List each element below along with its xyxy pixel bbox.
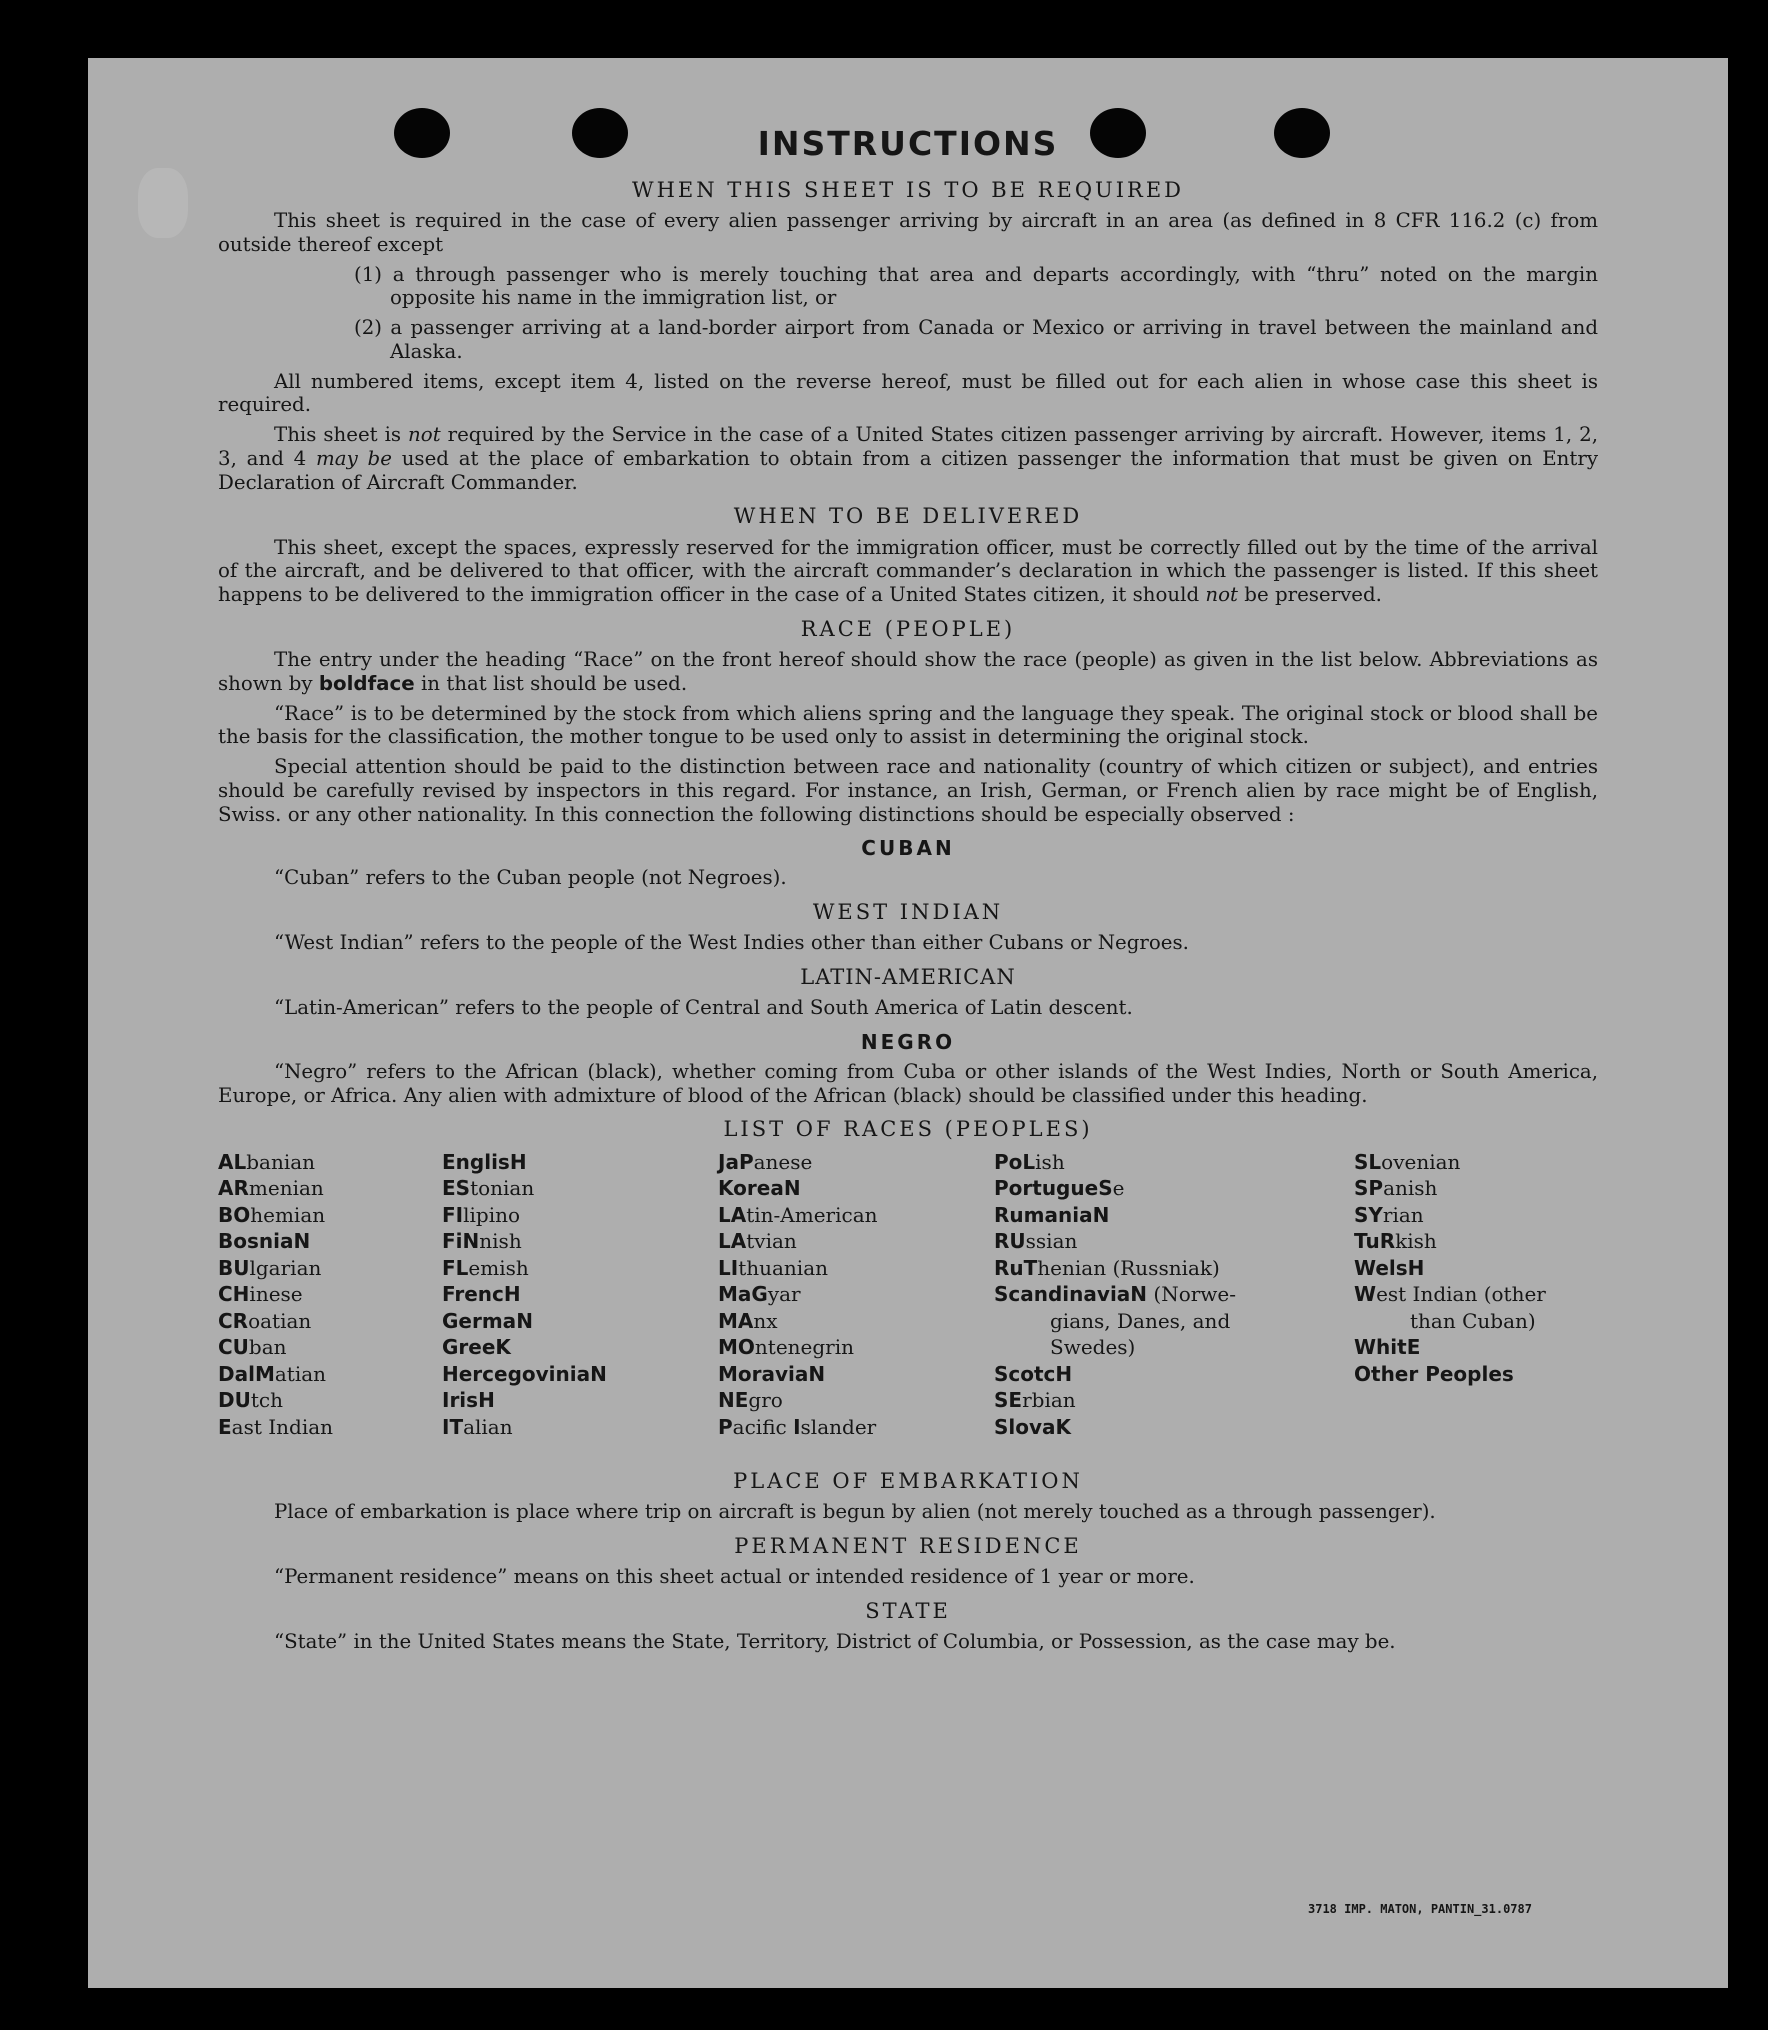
race-abbreviation: N xyxy=(1130,1282,1148,1307)
race-abbreviation: H xyxy=(509,1149,527,1174)
race-abbreviation: Scandinavia xyxy=(994,1282,1131,1307)
heading-list-of-races: LIST OF RACES (PEOPLES) xyxy=(723,1117,1093,1142)
heading-required: WHEN THIS SHEET IS TO BE REQUIRED xyxy=(631,178,1185,202)
race-text: e xyxy=(1112,1176,1125,1201)
race-abbreviation: Ja xyxy=(718,1149,739,1174)
race-text: inese xyxy=(249,1282,303,1307)
race-entry xyxy=(718,1281,878,1308)
race-abbreviation: FL xyxy=(442,1255,469,1280)
race-text: rbian xyxy=(1022,1388,1076,1413)
race-abbreviation: N xyxy=(462,1229,480,1254)
race-abbreviation: Other Peoples xyxy=(1354,1361,1514,1386)
paragraph-embarkation: Place of embarkation is place where trip on aircraft is begun by alien (not merely touched as a through passenger). xyxy=(274,1499,1436,1523)
race-entry xyxy=(442,1414,607,1441)
race-abbreviation: N xyxy=(293,1229,311,1254)
emphasis-not: not xyxy=(408,423,441,447)
race-text: ish xyxy=(1035,1149,1065,1174)
race-entry xyxy=(718,1175,878,1202)
race-entry xyxy=(1354,1255,1598,1282)
race-entry xyxy=(442,1175,607,1202)
race-abbreviation: MA xyxy=(718,1308,754,1333)
race-abbreviation: N xyxy=(783,1176,801,1201)
race-entry xyxy=(994,1175,1274,1202)
race-entry xyxy=(1354,1175,1598,1202)
race-entry xyxy=(718,1228,878,1255)
race-entry xyxy=(994,1202,1274,1229)
heading-delivered: WHEN TO BE DELIVERED xyxy=(733,504,1083,529)
race-abbreviation: CR xyxy=(218,1308,249,1333)
race-text: lipino xyxy=(463,1202,521,1227)
race-abbreviation: LA xyxy=(718,1229,747,1254)
race-abbreviation: P xyxy=(738,1149,754,1174)
race-abbreviation: Rumania xyxy=(994,1202,1093,1227)
race-entry xyxy=(218,1308,333,1335)
race-abbreviation: FI xyxy=(442,1202,464,1227)
race-abbreviation: Hercegovinia xyxy=(442,1361,591,1386)
race-entry xyxy=(442,1255,607,1282)
race-abbreviation: Whit xyxy=(1354,1335,1407,1360)
exception-item-2: (2) a passenger arriving at a land-border airport from Canada or Mexico or arriving in travel between the mainland and Alaska. xyxy=(354,316,1598,363)
text-span: This sheet is xyxy=(274,423,409,447)
race-text: gians, Danes, and xyxy=(1050,1308,1231,1333)
paragraph-negro: “Negro” refers to the African (black), whether coming from Cuba or other islands of the West Indies, North or South America, Europe, or Africa. Any alien with admixture of blood of the African (black) should be classified under this heading. xyxy=(218,1059,1598,1107)
punch-hole xyxy=(1274,108,1330,158)
race-abbreviation: N xyxy=(590,1361,607,1386)
paragraph-latin-american: “Latin-American” refers to the people of Central and South America of Latin descent. xyxy=(274,996,1133,1020)
race-entry xyxy=(442,1149,607,1176)
race-text: alian xyxy=(463,1414,513,1439)
race-abbreviation: E xyxy=(1406,1335,1421,1360)
race-abbreviation: Ma xyxy=(718,1282,752,1307)
page-title: INSTRUCTIONS xyxy=(757,124,1059,163)
race-entry xyxy=(442,1202,607,1229)
race-text: acific xyxy=(732,1414,794,1439)
race-abbreviation: Iris xyxy=(442,1388,479,1413)
race-abbreviation: ES xyxy=(442,1176,471,1201)
race-abbreviation: L xyxy=(1022,1149,1036,1174)
race-text: nx xyxy=(753,1308,778,1333)
text-span: required by the Service in the case of a United States citizen passenger arriving by aircraft. However, items 1, 2, 3, and 4 xyxy=(218,423,1598,470)
punch-hole xyxy=(394,108,450,158)
race-abbreviation: Gree xyxy=(442,1335,496,1360)
race-text: est Indian (other xyxy=(1376,1282,1546,1307)
race-abbreviation: RuT xyxy=(994,1255,1038,1280)
printer-imprint: 3718 IMP. MATON, PANTIN_31.0787 xyxy=(1308,1902,1532,1916)
race-abbreviation: Fi xyxy=(442,1229,463,1254)
race-text: tvian xyxy=(746,1229,797,1254)
race-abbreviation: RU xyxy=(994,1229,1026,1254)
races-column-2 xyxy=(442,1149,607,1441)
heading-cuban: CUBAN xyxy=(861,836,955,861)
race-abbreviation: Po xyxy=(994,1149,1023,1174)
document-sheet xyxy=(88,58,1728,1988)
text-span: in that list should be used. xyxy=(414,671,688,695)
race-abbreviation: N xyxy=(516,1308,533,1333)
race-text: henian (Russniak) xyxy=(1037,1255,1220,1280)
race-abbreviation: SE xyxy=(994,1388,1023,1413)
race-abbreviation: Scotc xyxy=(994,1361,1056,1386)
race-entry xyxy=(1354,1228,1598,1255)
heading-west-indian: WEST INDIAN xyxy=(812,900,1004,925)
race-text: ssian xyxy=(1025,1229,1078,1254)
race-abbreviation: K xyxy=(1055,1414,1072,1439)
race-abbreviation: CU xyxy=(218,1335,249,1360)
instructions-body xyxy=(218,168,1598,1659)
race-abbreviation: DU xyxy=(218,1388,251,1413)
race-text: hemian xyxy=(250,1202,326,1227)
race-text: ovenian xyxy=(1381,1149,1461,1174)
race-abbreviation: K xyxy=(495,1335,511,1360)
race-abbreviation: AL xyxy=(218,1149,247,1174)
race-entry xyxy=(1354,1334,1598,1361)
race-abbreviation: Wels xyxy=(1354,1255,1408,1280)
punch-hole xyxy=(572,108,628,158)
race-abbreviation: BU xyxy=(218,1255,250,1280)
paragraph-west-indian: “West Indian” refers to the people of the West Indies other than either Cubans or Negroes. xyxy=(274,931,1189,955)
race-entry xyxy=(718,1387,878,1414)
race-text: ast Indian xyxy=(231,1414,334,1439)
paragraph-cuban: “Cuban” refers to the Cuban people (not Negroes). xyxy=(274,866,787,890)
race-entry xyxy=(218,1202,333,1229)
race-text: atian xyxy=(274,1361,327,1386)
race-abbreviation: Germa xyxy=(442,1308,517,1333)
race-abbreviation: Tu xyxy=(1354,1229,1380,1254)
race-abbreviation: Frenc xyxy=(442,1282,504,1307)
race-entry xyxy=(718,1334,878,1361)
race-text: than Cuban) xyxy=(1410,1308,1536,1333)
faint-stamp-mark xyxy=(138,168,188,238)
race-entry xyxy=(218,1414,333,1441)
race-entry xyxy=(1354,1281,1598,1308)
paragraph-required-intro: This sheet is required in the case of every alien passenger arriving by aircraft in an area (as defined in 8 CFR 116.2 (c) from outside thereof except xyxy=(218,209,1598,256)
heading-race: RACE (PEOPLE) xyxy=(800,616,1016,641)
race-text: tch xyxy=(250,1388,283,1413)
race-text: banian xyxy=(246,1149,316,1174)
race-abbreviation: NE xyxy=(718,1388,749,1413)
race-entry xyxy=(994,1334,1274,1361)
race-entry xyxy=(994,1361,1274,1388)
race-abbreviation: Dal xyxy=(218,1361,255,1386)
race-entry xyxy=(442,1228,607,1255)
race-abbreviation: Korea xyxy=(718,1176,784,1201)
race-text: ban xyxy=(248,1335,287,1360)
paragraph-permanent-residence: “Permanent residence” means on this sheet actual or intended residence of 1 year or more. xyxy=(274,1564,1195,1588)
race-abbreviation: SP xyxy=(1354,1176,1384,1201)
race-entry xyxy=(718,1361,878,1388)
race-entry xyxy=(718,1149,878,1176)
race-abbreviation: CH xyxy=(218,1282,250,1307)
race-abbreviation: H xyxy=(503,1282,521,1307)
paragraph-delivered xyxy=(218,536,1598,607)
race-text: anish xyxy=(1383,1176,1438,1201)
race-entry xyxy=(218,1149,333,1176)
race-text: kish xyxy=(1395,1229,1437,1254)
heading-negro: NEGRO xyxy=(860,1029,956,1054)
race-text: menian xyxy=(248,1176,324,1201)
race-abbreviation: P xyxy=(718,1414,733,1439)
race-abbreviation: R xyxy=(1379,1229,1396,1254)
race-entry xyxy=(442,1387,607,1414)
race-abbreviation: BO xyxy=(218,1202,251,1227)
race-abbreviation: IT xyxy=(442,1414,464,1439)
race-entry xyxy=(218,1175,333,1202)
boldface-word: boldface xyxy=(318,671,415,695)
race-abbreviation: SY xyxy=(1354,1202,1383,1227)
text-span: This sheet, except the spaces, expressly reserved for the immigration officer, must be correctly filled out by the time of the arrival of the aircraft, and be delivered to that officer, with the aircraft commander’s declaration in which the passenger is listed. If this sheet happens to be delivered to the immigration officer in the case of a United States citizen, it should xyxy=(218,535,1598,607)
race-abbreviation: SL xyxy=(1354,1149,1382,1174)
race-entry xyxy=(218,1334,333,1361)
race-entry xyxy=(218,1281,333,1308)
race-abbreviation: MO xyxy=(718,1335,755,1360)
race-entry xyxy=(218,1387,333,1414)
race-entry xyxy=(218,1361,333,1388)
races-column-5 xyxy=(1354,1149,1598,1388)
race-entry xyxy=(1354,1202,1598,1229)
race-abbreviation: LI xyxy=(718,1255,739,1280)
race-text: nish xyxy=(479,1229,522,1254)
race-text: rian xyxy=(1382,1202,1424,1227)
race-abbreviation: H xyxy=(1055,1361,1073,1386)
race-text: tin-American xyxy=(746,1202,878,1227)
race-text: oatian xyxy=(248,1308,312,1333)
paragraph-race-1 xyxy=(218,648,1598,696)
race-entry xyxy=(718,1255,878,1282)
race-abbreviation: AR xyxy=(218,1176,249,1201)
races-column-3 xyxy=(718,1149,878,1441)
race-abbreviation: I xyxy=(793,1414,801,1439)
race-abbreviation: Bosnia xyxy=(218,1229,294,1254)
race-entry xyxy=(994,1308,1274,1335)
race-text: yar xyxy=(767,1282,801,1307)
race-abbreviation: Moravia xyxy=(718,1361,809,1386)
race-entry xyxy=(718,1308,878,1335)
race-text: thuanian xyxy=(738,1255,828,1280)
paragraph-citizen xyxy=(218,423,1598,494)
race-entry xyxy=(218,1255,333,1282)
race-text: ntenegrin xyxy=(754,1335,855,1360)
punch-hole xyxy=(1090,108,1146,158)
race-text: tonian xyxy=(470,1176,535,1201)
race-entry xyxy=(718,1414,878,1441)
race-abbreviation: G xyxy=(751,1282,768,1307)
race-entry xyxy=(994,1255,1274,1282)
heading-embarkation: PLACE OF EMBARKATION xyxy=(733,1468,1083,1493)
text-span: The entry under the heading “Race” on the front hereof should show the race (people) as given in the list below. Abbreviations as shown by xyxy=(218,648,1598,695)
race-text: Swedes) xyxy=(1050,1335,1136,1360)
races-column-1 xyxy=(218,1149,333,1441)
emphasis-not: not xyxy=(1205,583,1239,607)
race-abbreviation: LA xyxy=(718,1202,747,1227)
heading-latin-american: LATIN-AMERICAN xyxy=(800,965,1016,989)
exception-item-1: (1) a through passenger who is merely touching that area and departs accordingly, with “thru” noted on the margin opposite his name in the immigration list, or xyxy=(354,262,1598,310)
text-span: used at the place of embarkation to obtain from a citizen passenger the information that must be given on Entry Declaration of Aircraft Commander. xyxy=(218,446,1598,494)
race-text: (Norwe- xyxy=(1147,1282,1237,1307)
races-column-4 xyxy=(994,1149,1274,1441)
race-entry xyxy=(994,1281,1274,1308)
race-entry xyxy=(442,1308,607,1335)
race-entry xyxy=(718,1202,878,1229)
race-abbreviation: E xyxy=(218,1414,232,1439)
race-abbreviation: W xyxy=(1354,1282,1377,1307)
paragraph-race-2: “Race” is to be determined by the stock from which aliens spring and the language they speak. The original stock or blood shall be the basis for the classification, the mother tongue to be used only to assist in determining the original stock. xyxy=(218,701,1598,749)
race-entry xyxy=(994,1387,1274,1414)
race-text: slander xyxy=(800,1414,877,1439)
race-entry xyxy=(1354,1308,1598,1335)
heading-permanent-residence: PERMANENT RESIDENCE xyxy=(734,1533,1082,1558)
race-text: anese xyxy=(753,1149,813,1174)
race-abbreviation: H xyxy=(478,1388,495,1413)
race-text: gro xyxy=(748,1388,783,1413)
race-abbreviation: Englis xyxy=(442,1149,510,1174)
emphasis-may-be: may be xyxy=(316,446,392,470)
race-abbreviation: S xyxy=(1098,1176,1113,1201)
races-list xyxy=(218,1149,1598,1459)
race-abbreviation: N xyxy=(1092,1202,1110,1227)
race-abbreviation: N xyxy=(808,1361,826,1386)
heading-state: STATE xyxy=(865,1598,951,1623)
race-abbreviation: M xyxy=(254,1361,275,1386)
race-entry xyxy=(442,1334,607,1361)
race-entry xyxy=(218,1228,333,1255)
race-entry xyxy=(442,1281,607,1308)
race-entry xyxy=(994,1228,1274,1255)
race-entry xyxy=(1354,1361,1598,1388)
paragraph-state: “State” in the United States means the State, Territory, District of Columbia, or Possession, as the case may be. xyxy=(274,1629,1396,1653)
race-text: lgarian xyxy=(249,1255,322,1280)
race-abbreviation: Slova xyxy=(994,1414,1056,1439)
race-text: emish xyxy=(468,1255,529,1280)
race-entry xyxy=(442,1361,607,1388)
paragraph-race-3: Special attention should be paid to the distinction between race and nationality (country of which citizen or subject), and entries should be carefully revised by inspectors in this regard. For instance, an Irish, German, or French alien by race might be of English, Swiss. or any other nationality. In this connection the following distinctions should be especially observed : xyxy=(218,755,1598,826)
race-abbreviation: H xyxy=(1407,1255,1425,1280)
text-span: be preserved. xyxy=(1238,583,1382,607)
race-entry xyxy=(1354,1149,1598,1176)
race-abbreviation: Portugue xyxy=(994,1176,1099,1201)
race-entry xyxy=(994,1414,1274,1441)
paragraph-numbered-items: All numbered items, except item 4, listed on the reverse hereof, must be filled out for each alien in whose case this sheet is required. xyxy=(218,369,1598,417)
race-entry xyxy=(994,1149,1274,1176)
